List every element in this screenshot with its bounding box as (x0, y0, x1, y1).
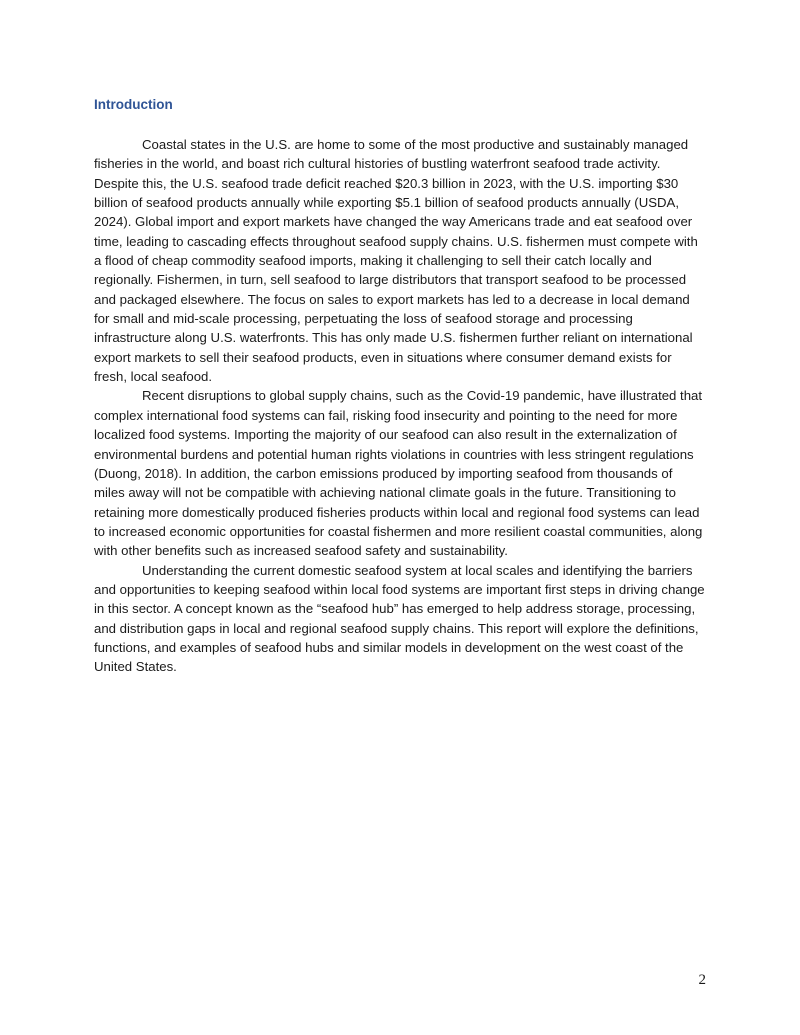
page-number: 2 (698, 972, 706, 988)
section-heading: Introduction (94, 97, 173, 112)
paragraph-2: Recent disruptions to global supply chains, such as the Covid-19 pandemic, have illustrated that complex international food systems can fail, risking food insecurity and pointing to the need for more localized food systems. Importing the majority of our seafood can also result in the externalization of environmental burdens and potential human rights violations in countries with less stringent regulations (Duong, 2018). In addition, the carbon emissions produced by importing seafood from thousands of miles away will not be compatible with achieving national climate goals in the future. Transitioning to retaining more domestically produced fisheries products within local and regional food systems can lead to increased economic opportunities for coastal fishermen and more resilient coastal communities, along with other benefits such as increased seafood safety and sustainability. (94, 388, 703, 559)
paragraph-3: Understanding the current domestic seafood system at local scales and identifying the barriers and opportunities to keeping seafood within local food systems are important first steps in driving change in this sector. A concept known as the “seafood hub” has emerged to help address storage, processing, and distribution gaps in local and regional seafood supply chains. This report will explore the definitions, functions, and examples of seafood hubs and similar models in development on the west coast of the United States. (94, 562, 705, 675)
paragraph-1: Coastal states in the U.S. are home to some of the most productive and sustainably managed fisheries in the world, and boast rich cultural histories of bustling waterfront seafood trade activity. Despite this, the U.S. seafood trade deficit reached $20.3 billion in 2023, with the U.S. importing $30 billion of seafood products annually while exporting $5.1 billion of seafood products annually (USDA, 2024). Global import and export markets have changed the way Americans trade and eat seafood over time, leading to cascading effects throughout seafood supply chains. U.S. fishermen must compete with a flood of cheap commodity seafood imports, making it challenging to sell their catch locally and regionally. Fishermen, in turn, sell seafood to large distributors that transport seafood to be processed and packaged elsewhere. The focus on sales to export markets has led to a decrease in local demand for small and mid-scale processing, perpetuating the loss of seafood storage and processing infrastructure along U.S. waterfronts. This has only made U.S. fishermen further reliant on international export markets to sell their seafood products, even in situations where consumer demand exists for fresh, local seafood. (94, 137, 698, 385)
body-text (94, 135, 706, 677)
